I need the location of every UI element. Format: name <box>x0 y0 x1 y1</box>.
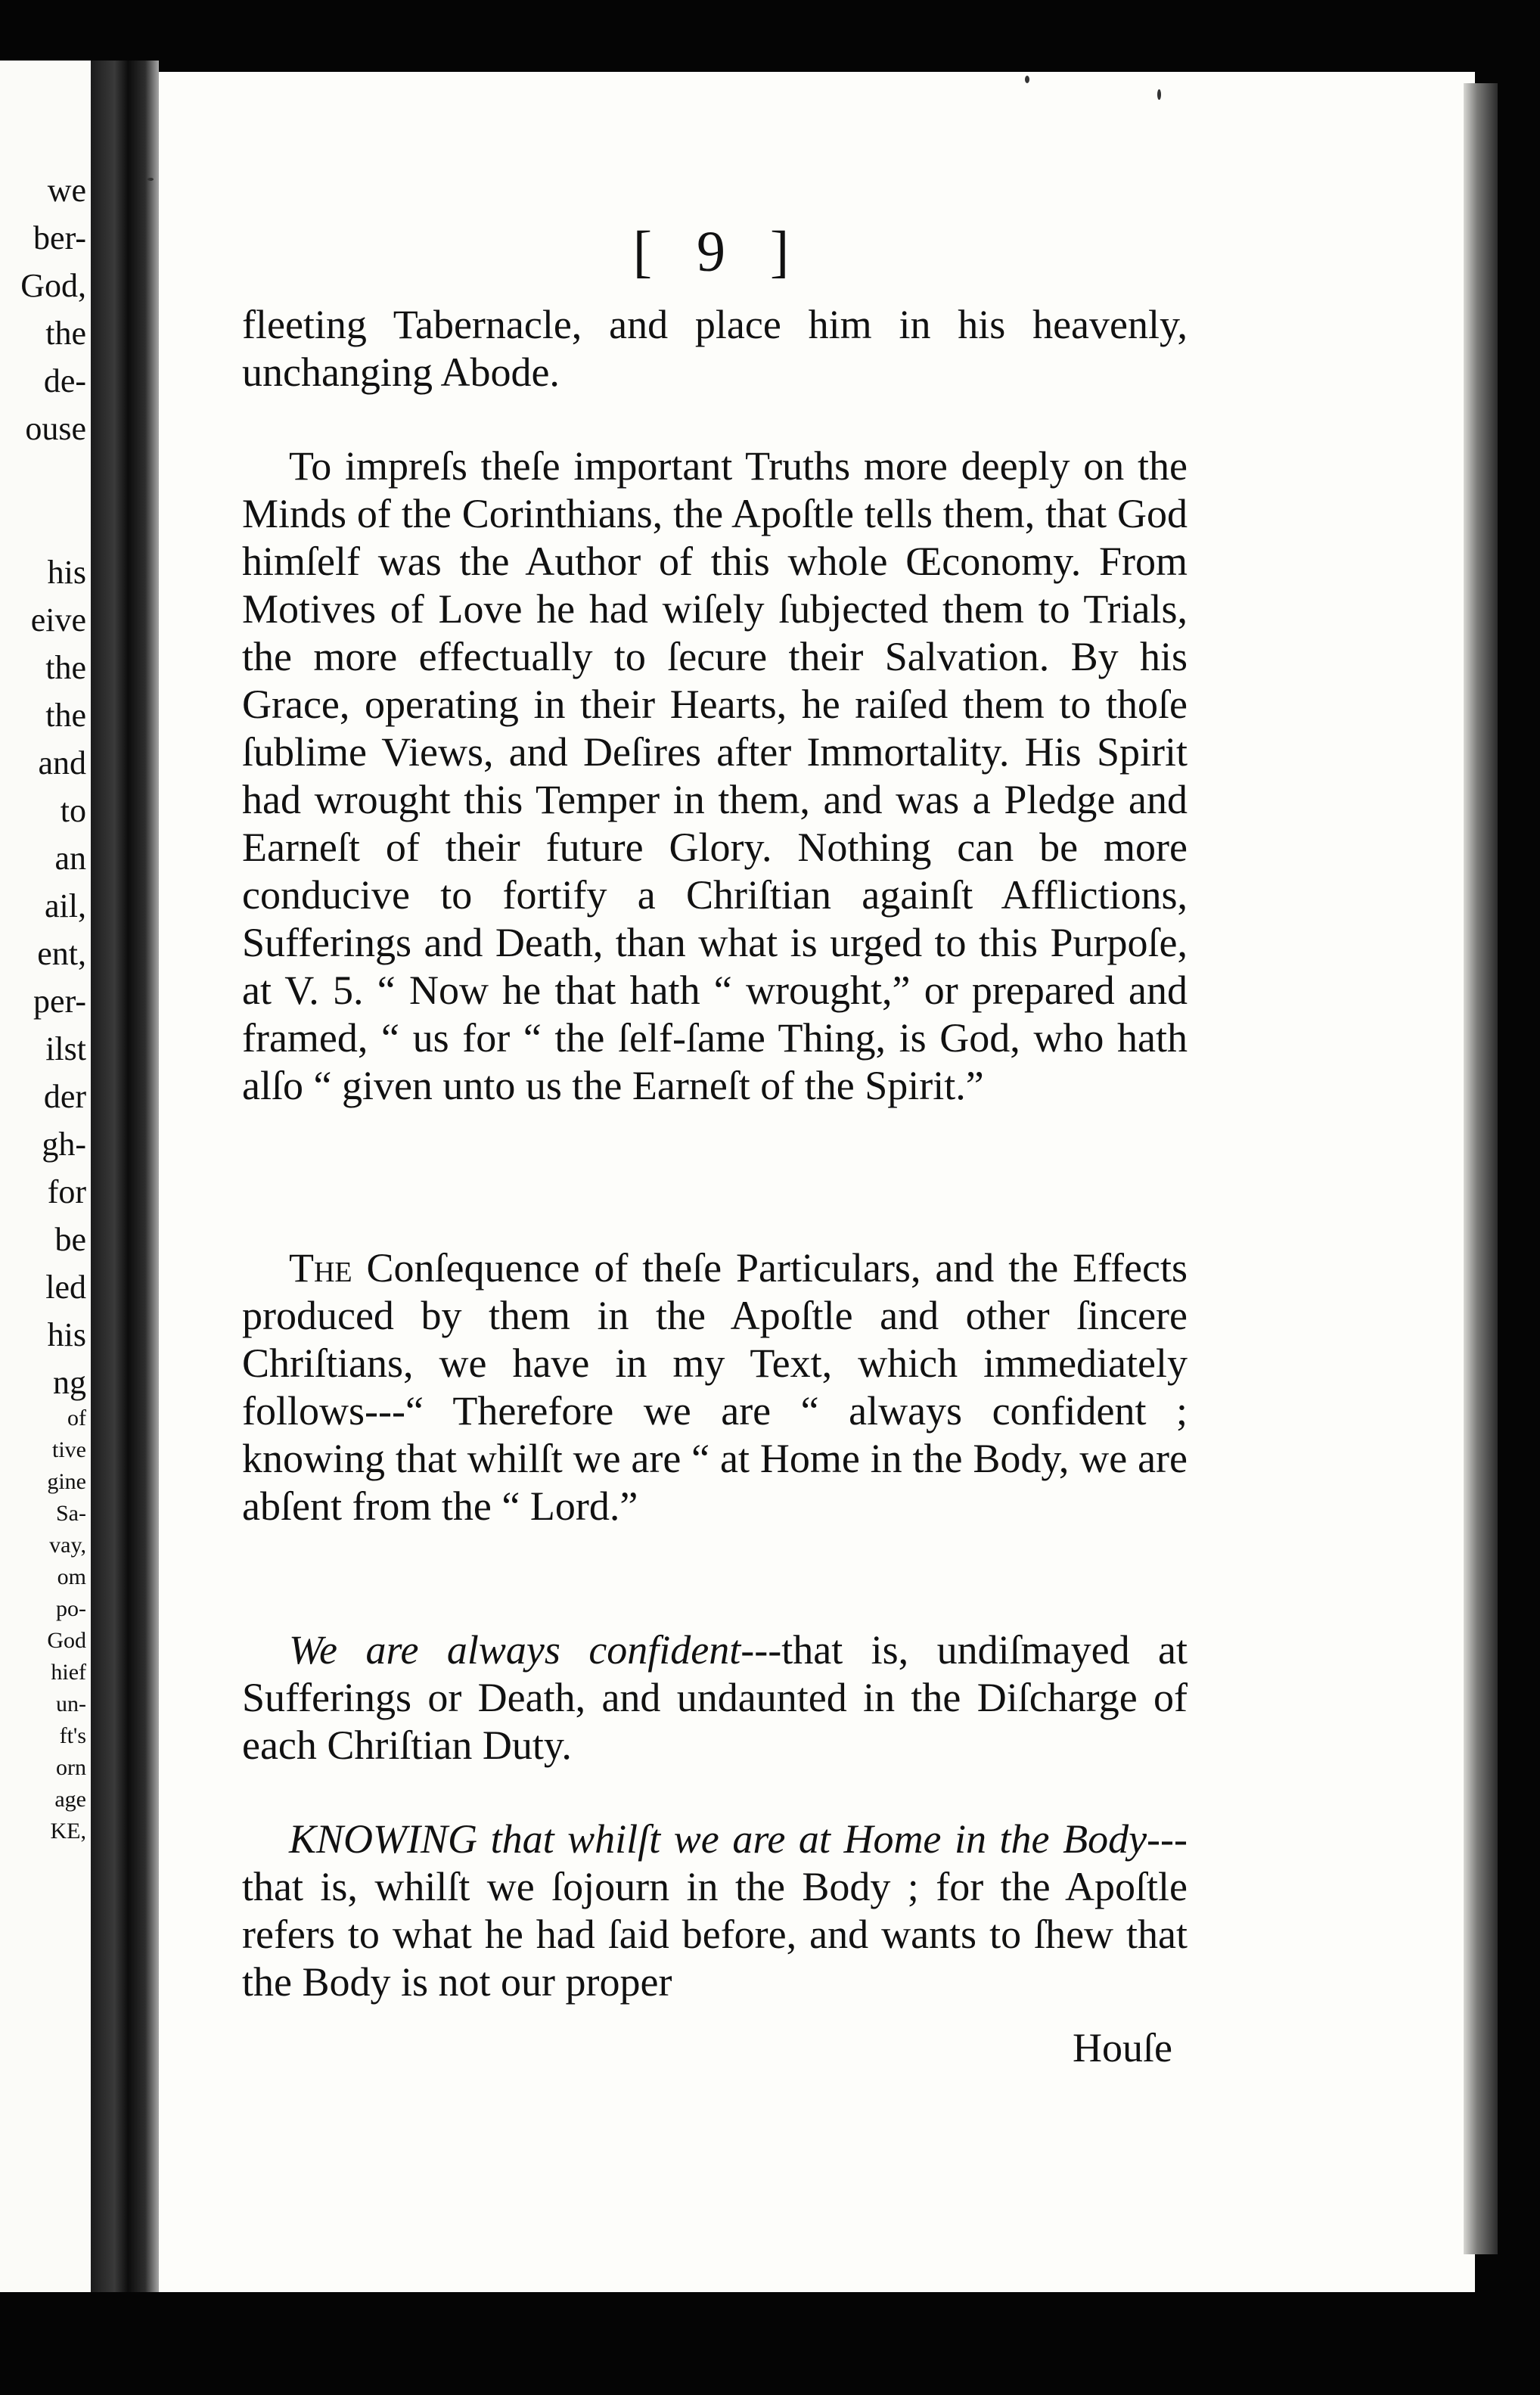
paragraph-confident <box>242 1626 1188 1769</box>
left-page-line: ent, <box>37 935 86 972</box>
left-page-line: led <box>45 1269 86 1306</box>
paragraph-impress <box>242 443 1188 1110</box>
left-page-line: the <box>45 315 86 352</box>
left-page-line: an <box>54 840 86 877</box>
left-page-line: and <box>38 744 86 781</box>
left-page-line: KE, <box>50 1819 86 1844</box>
left-page-line: age <box>54 1787 86 1812</box>
left-page-line: per- <box>33 983 86 1020</box>
paragraph-lead: We are always confident <box>289 1627 741 1673</box>
page-number: [ 9 ] <box>632 220 805 284</box>
left-page-line: vay, <box>49 1533 86 1558</box>
paragraph-text <box>242 1626 1188 1769</box>
paragraph-consequence <box>242 1244 1188 1530</box>
paragraph-lead: The <box>289 1245 352 1291</box>
left-page-line: gine <box>47 1469 86 1494</box>
left-page-line: the <box>45 697 86 734</box>
scan-speck <box>1157 89 1161 100</box>
left-page-line: of <box>67 1406 86 1430</box>
left-page-line: Sa- <box>56 1501 86 1526</box>
left-page-line: hief <box>51 1660 86 1685</box>
paragraph-body: ---that is, whilſt we ſojourn in the Body ; for the Apoſtle refers to what he had ſaid before, and wants to ſhew that the Body is not our proper <box>242 1816 1188 2005</box>
left-page-line: ail, <box>45 887 86 924</box>
left-page-fragment <box>0 61 91 2292</box>
left-page-line: der <box>43 1078 86 1115</box>
scan-speck <box>147 178 154 181</box>
paragraph-text: fleeting Tabernacle, and place him in his heavenly, unchanging Abode. <box>242 302 1188 395</box>
left-page-line: tive <box>52 1437 86 1462</box>
left-page-line: un- <box>56 1691 86 1716</box>
paragraph-knowing <box>242 1816 1188 2006</box>
catchword: Houſe <box>1073 2025 1172 2070</box>
paragraph-body: Conſequence of theſe Particulars, and the Effects produced by them in the Apoſtle and other ſincere Chriſtians, we have in my Text, which immediately follows---“ Therefore we are “ always confident ; knowing that whilſt we are “ at Home in the Body, we are abſent from the “ Lord.” <box>242 1245 1188 1529</box>
left-page-line: God <box>47 1628 86 1653</box>
left-page-line: ft's <box>59 1723 86 1748</box>
left-page-line: po- <box>56 1596 86 1621</box>
left-page-line: ber- <box>33 219 86 256</box>
paragraph-text: To impreſs theſe important Truths more deeply on the Minds of the Corinthians, the Apoſtle tells them, that God himſelf was the Author of this whole Œconomy. From Motives of Love he had wiſely ſubjected them to Trials, the more effectually to ſecure their Salvation. By his Grace, operating in their Hearts, he raiſed them to thoſe ſublime Views, and Deſires after Immortality. His Spirit had wrought this Temper in them, and was a Pledge and Earneſt of their future Glory. Nothing can be more conducive to fortify a Chriſtian againſt Afflictions, Sufferings and Death, than what is urged to this Purpoſe, at V. 5. “ Now he that hath “ wrought,” or prepared and framed, “ us for “ the ſelf-ſame Thing, is God, who hath alſo “ given unto us the Earneſt of the Spirit.” <box>242 443 1188 1108</box>
paragraph-text <box>242 1244 1188 1530</box>
paragraph-continuation <box>242 301 1188 396</box>
left-page-line: orn <box>56 1755 86 1780</box>
scan-speck <box>1025 76 1029 83</box>
left-page-line: his <box>47 1316 86 1353</box>
left-page-line: om <box>57 1564 86 1589</box>
left-page-line: ilst <box>45 1030 86 1067</box>
left-page-line: for <box>47 1173 86 1210</box>
book-gutter <box>91 61 159 2292</box>
paragraph-lead: KNOWING that whilſt we are at Home in the Body <box>289 1816 1147 1862</box>
paragraph-text <box>242 1816 1188 2006</box>
left-page-line: the <box>45 649 86 686</box>
left-page-line: de- <box>43 362 86 399</box>
left-page-line: his <box>47 554 86 591</box>
paragraph-body: ---that is, undiſmayed at Sufferings or Death, and undaunted in the Diſcharge of each Chriſtian Duty. <box>242 1627 1188 1768</box>
left-page-line: to <box>60 792 86 829</box>
left-page-line: eive <box>30 601 86 638</box>
left-page-line: God, <box>20 267 86 304</box>
left-page-line: gh- <box>42 1126 86 1163</box>
page-edge-shadow <box>1464 83 1498 2254</box>
left-page-line: ouse <box>25 410 86 447</box>
left-page-line: be <box>54 1221 86 1258</box>
left-page-line: ng <box>53 1364 86 1401</box>
left-page-line: we <box>47 172 86 209</box>
